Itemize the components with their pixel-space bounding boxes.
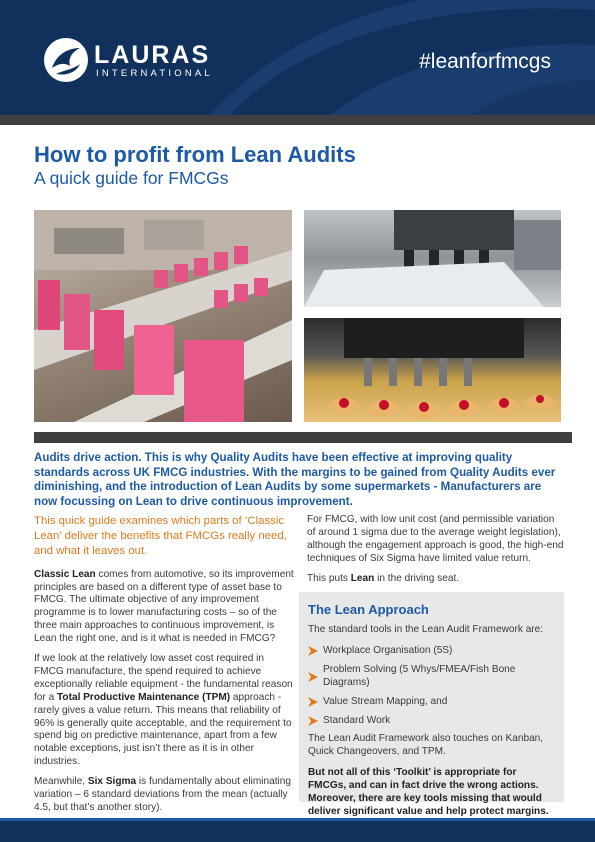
intro-highlight: This quick guide examines which parts of ‘Classic Lean’ deliver the benefits that FMCGs really need, and what it leaves out.	[34, 515, 287, 558]
tool-label: Value Stream Mapping, and	[323, 695, 448, 707]
brand-logo	[42, 36, 213, 84]
classic-lean-term: Classic Lean	[34, 568, 96, 580]
tpm-paragraph	[34, 653, 296, 769]
dispensing-machine-illustration	[304, 210, 561, 307]
photo-packaging-line	[34, 210, 292, 422]
tool-label: Problem Solving (5 Whys/FMEA/Fish Bone Diagrams)	[323, 663, 516, 688]
tool-item	[308, 715, 555, 728]
six-sigma-text-b: is fundamentally about eliminating variation – 6 standard deviations from the mean (actually 4.5, but that’s another story).	[34, 776, 291, 814]
hashtag: #leanforfmcgs	[419, 50, 551, 73]
page-footer	[0, 818, 595, 842]
six-sigma-paragraph	[34, 776, 296, 815]
arrow-bullet-icon	[308, 672, 318, 682]
biscuit-line-illustration	[304, 318, 561, 422]
six-sigma-term: Six Sigma	[87, 776, 137, 788]
lean-term: Lean	[350, 572, 375, 584]
lean-approach-closing: But not all of this ‘Toolkit’ is appropriate for FMCGs, and can in fact drive the wrong actions. Moreover, there are key tools missing that would deliver significant value and help protect margins.	[308, 767, 549, 817]
fmcg-paragraph: For FMCG, with low unit cost (and permissible variation of around 1 sigma due to the average weight legislation), although the engagement approach is good, the high-end techniques of Six Sigma have limited value return.	[307, 514, 564, 564]
photo-biscuit-line	[304, 318, 561, 422]
tool-label: Workplace Organisation (5S)	[323, 644, 453, 656]
tpm-text-b: approach - rarely gives a value return. This means that reliability of 96% is generally quite acceptable, and the requirement to spend big on predictive maintenance, apart from a few notable exceptions, just isn’t there as it is in other industries.	[34, 691, 292, 768]
tpm-term: Total Productive Maintenance (TPM)	[57, 691, 231, 703]
brand-subtitle: INTERNATIONAL	[96, 67, 213, 79]
tool-item	[308, 664, 555, 690]
page-header	[0, 0, 595, 115]
arrow-bullet-icon	[308, 716, 318, 726]
packaging-line-illustration	[34, 210, 292, 422]
page-title: How to profit from Lean Audits	[34, 142, 356, 167]
lean-approach-box	[299, 592, 564, 817]
lauras-logo-icon	[42, 36, 90, 84]
driving-seat-text-b: in the driving seat.	[374, 572, 460, 584]
lean-approach-title: The Lean Approach	[308, 602, 429, 617]
tpm-text-a: If we look at the relatively low asset cost required in FMCG manufacture, the spend required to achieve exceptionally reliable equipment - the fundamental reason for a	[34, 653, 293, 703]
photo-dispensing-machine	[304, 210, 561, 307]
page-subtitle: A quick guide for FMCGs	[34, 168, 229, 188]
tool-label: Standard Work	[323, 714, 391, 726]
lean-approach-note: The Lean Audit Framework also touches on Kanban, Quick Changeovers, and TPM.	[308, 733, 544, 758]
header-divider	[0, 115, 595, 125]
brand-name: LAURAS	[94, 40, 211, 69]
tool-item	[308, 645, 555, 658]
tool-item	[308, 696, 555, 709]
arrow-bullet-icon	[308, 697, 318, 707]
driving-seat-text-a: This puts	[307, 572, 351, 584]
driving-seat-paragraph	[307, 573, 565, 586]
left-column	[34, 514, 296, 822]
right-column	[307, 514, 565, 593]
arrow-bullet-icon	[308, 646, 318, 656]
classic-lean-paragraph	[34, 569, 296, 646]
six-sigma-text-a: Meanwhile,	[34, 776, 88, 788]
section-divider	[34, 432, 572, 443]
classic-lean-text: comes from automotive, so its improvement principles are based on a different type of asset base to FMCG. The ultimate objective of any improvement programme is to lower manufacturing costs – so of the three main approaches to continuous improvement, is Lean the right one, and is it what is needed in FMCG?	[34, 568, 294, 645]
lean-approach-intro: The standard tools in the Lean Audit Framework are:	[308, 624, 544, 635]
lead-paragraph: Audits drive action. This is why Quality Audits have been effective at improving quality standards across UK FMCG industries. With the margins to be gained from Quality Audits ever diminishing, and the introduction of Lean Audits by some supermarkets - Manufacturers are now focussing on Lean to drive continuous improvement.	[34, 451, 556, 508]
